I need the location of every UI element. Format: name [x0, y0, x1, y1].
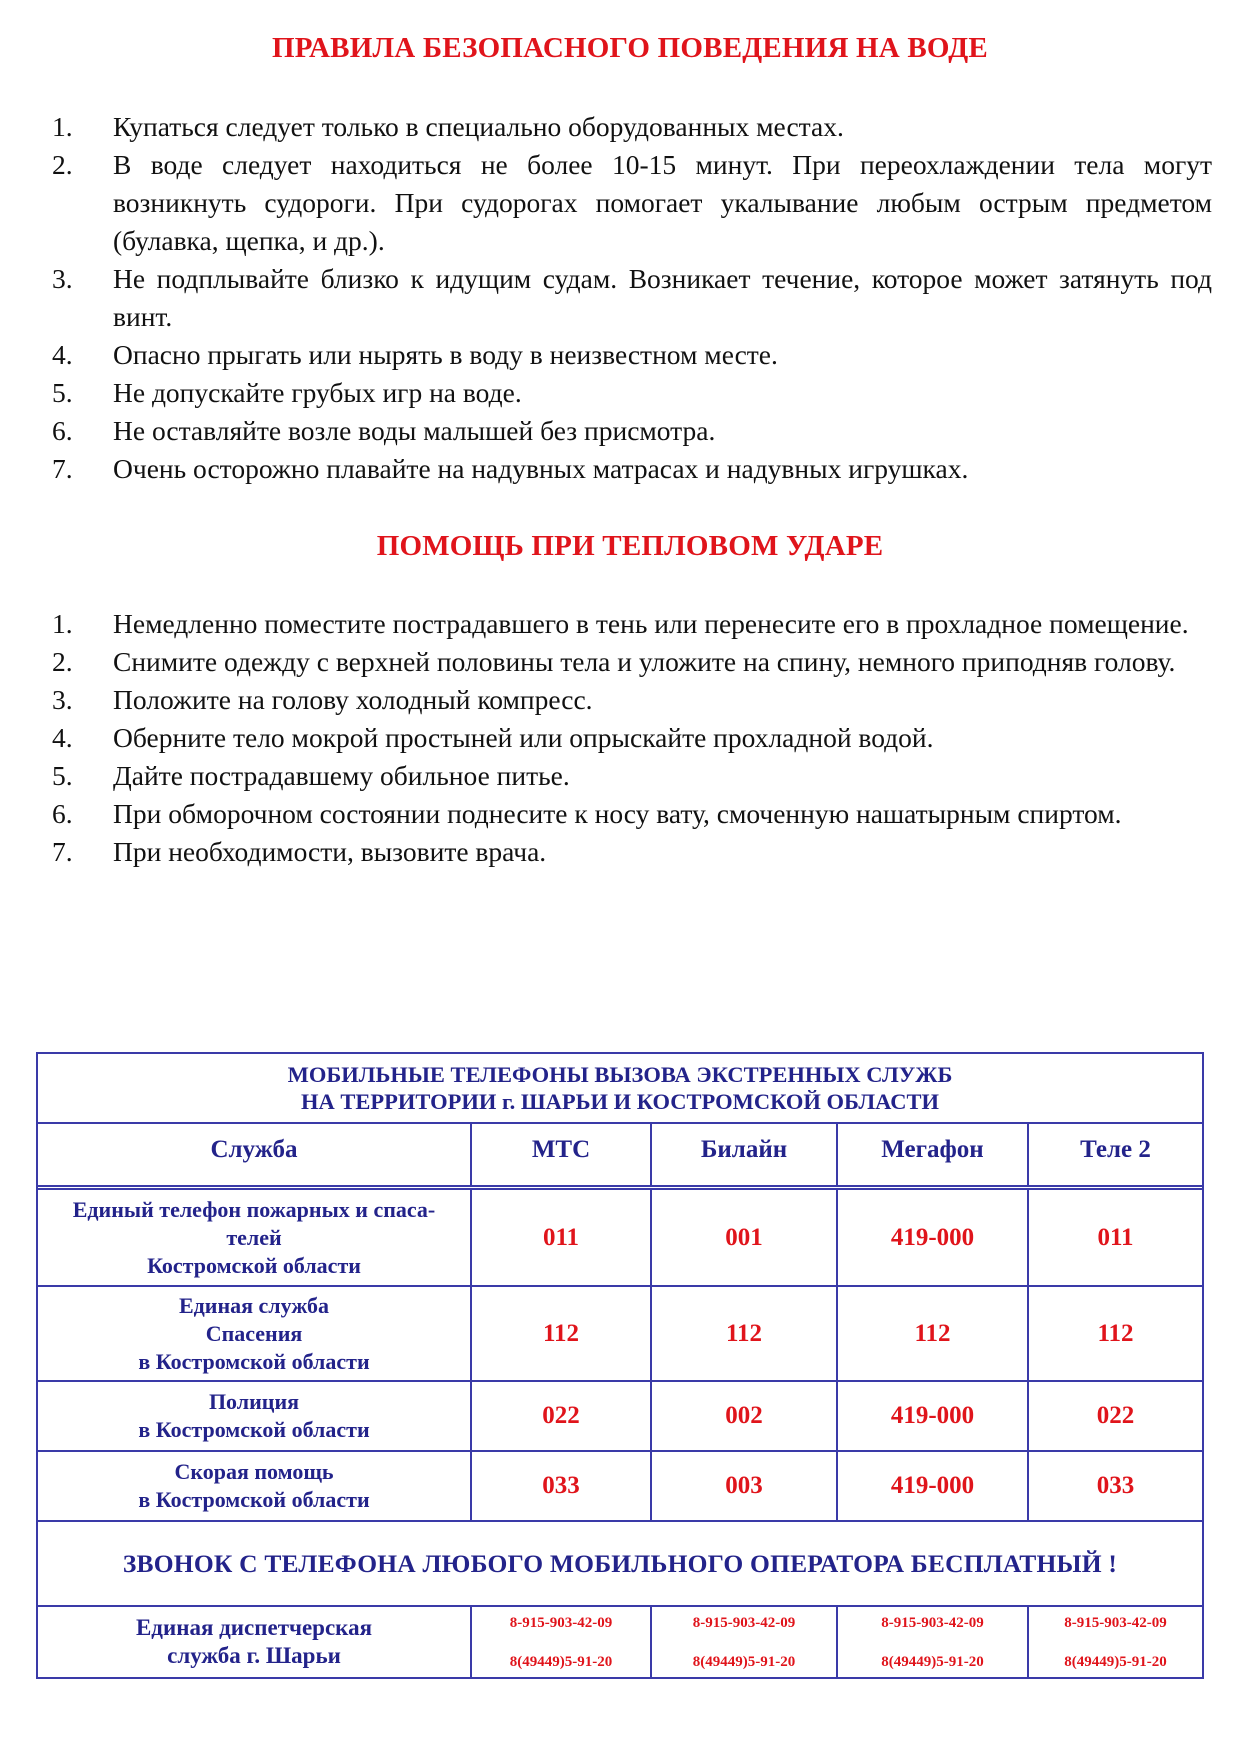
table-row — [38, 1287, 1202, 1382]
service-name — [38, 1287, 472, 1380]
item-text: Очень осторожно плавайте на надувных матрасах и надувных игрушках. — [113, 453, 969, 484]
item-number: 2. — [52, 149, 73, 180]
item-number: 3. — [52, 684, 73, 715]
item-text: Положите на голову холодный компресс. — [113, 684, 593, 715]
beeline-number: 001 — [652, 1190, 838, 1285]
heatstroke-list — [52, 605, 1212, 871]
item-text: Купаться следует только в специально оборудованных местах. — [113, 111, 844, 142]
list-item — [52, 450, 1212, 488]
tele2-number: 022 — [1096, 1402, 1135, 1429]
beeline-number: 002 — [652, 1382, 838, 1450]
item-text: Дайте пострадавшему обильное питье. — [113, 760, 570, 791]
item-text: Немедленно поместите пострадавшего в тень или перенесите его в прохладное помещение. — [113, 608, 1189, 639]
item-number: 6. — [52, 415, 73, 446]
item-number: 2. — [52, 646, 73, 677]
service-line: Костромской области — [147, 1252, 361, 1278]
service-line: служба г. Шарьи — [167, 1643, 341, 1668]
tele2-phones — [1029, 1607, 1202, 1677]
item-number: 7. — [52, 453, 73, 484]
mts-number: 033 — [472, 1452, 652, 1520]
service-name — [38, 1607, 472, 1677]
service-line: телей — [226, 1224, 282, 1250]
free-call-notice: ЗВОНОК С ТЕЛЕФОНА ЛЮБОГО МОБИЛЬНОГО ОПЕРАТОРА БЕСПЛАТНЫЙ ! — [38, 1522, 1202, 1607]
item-text: Снимите одежду с верхней половины тела и уложите на спину, немного приподняв голову. — [113, 646, 1176, 677]
emergency-phones-table — [36, 1052, 1204, 1679]
item-number: 1. — [52, 608, 73, 639]
phone-landline: 8(49449)5-91-20 — [692, 1654, 796, 1670]
list-item — [52, 757, 1212, 795]
table-header-row — [38, 1124, 1202, 1190]
item-text: В воде следует находиться не более 10-15 минут. При переохлаждении тела могут возникнуть судороги. При судорогах помогает укалывание любым острым предметом (булавка, щепка, и др.). — [113, 149, 1212, 256]
item-text: Оберните тело мокрой простыней или опрыскайте прохладной водой. — [113, 722, 934, 753]
phone-mobile: 8-915-903-42-09 — [881, 1615, 984, 1631]
tele2-number: 112 — [1097, 1319, 1134, 1347]
phone-mobile: 8-915-903-42-09 — [509, 1615, 613, 1631]
table-row — [38, 1452, 1202, 1522]
list-item — [52, 260, 1212, 336]
beeline-phones — [652, 1607, 838, 1677]
service-line: Скорая помощь — [174, 1459, 334, 1484]
table-title — [38, 1054, 1202, 1124]
phone-landline: 8(49449)5-91-20 — [1064, 1654, 1167, 1670]
megafon-number: 419-000 — [838, 1190, 1029, 1285]
item-text: Не оставляйте возле воды малышей без присмотра. — [113, 415, 716, 446]
phone-mobile: 8-915-903-42-09 — [1064, 1615, 1167, 1631]
beeline-number: 003 — [652, 1452, 838, 1520]
item-text: Опасно прыгать или нырять в воду в неизвестном месте. — [113, 339, 778, 370]
service-name — [38, 1382, 472, 1450]
item-number: 5. — [52, 377, 73, 408]
heatstroke-title: ПОМОЩЬ ПРИ ТЕПЛОВОМ УДАРЕ — [376, 530, 884, 562]
item-text: Не подплывайте близко к идущим судам. Возникает течение, которое может затянуть под винт. — [113, 263, 1212, 332]
list-item — [52, 681, 1212, 719]
item-text: При обморочном состоянии поднесите к носу вату, смоченную нашатырным спиртом. — [113, 798, 1122, 829]
list-item — [52, 605, 1212, 643]
megafon-number: 112 — [838, 1287, 1029, 1380]
beeline-number: 112 — [652, 1287, 838, 1380]
service-line: Единая служба — [178, 1292, 330, 1318]
table-row — [38, 1190, 1202, 1287]
item-number: 3. — [52, 263, 73, 294]
header-mts: МТС — [472, 1124, 652, 1185]
item-number: 1. — [52, 111, 73, 142]
phone-landline: 8(49449)5-91-20 — [509, 1654, 613, 1670]
list-item — [52, 374, 1212, 412]
mts-phones — [472, 1607, 652, 1677]
header-tele2: Теле 2 — [1080, 1136, 1151, 1163]
item-number: 6. — [52, 798, 73, 829]
table-row — [38, 1382, 1202, 1452]
header-megafon: Мегафон — [838, 1124, 1029, 1185]
list-item — [52, 795, 1212, 833]
header-beeline: Билайн — [652, 1124, 838, 1185]
header-service: Служба — [38, 1124, 472, 1185]
tele2-number: 011 — [1097, 1223, 1134, 1251]
item-number: 4. — [52, 722, 73, 753]
megafon-number: 419-000 — [838, 1452, 1029, 1520]
service-name — [38, 1452, 472, 1520]
service-line: в Костромской области — [138, 1417, 370, 1442]
service-line: Спасения — [205, 1320, 303, 1346]
list-item — [52, 719, 1212, 757]
list-item — [52, 833, 1212, 871]
phone-mobile: 8-915-903-42-09 — [692, 1615, 796, 1631]
megafon-phones — [838, 1607, 1029, 1677]
item-number: 5. — [52, 760, 73, 791]
service-line: в Костромской области — [138, 1487, 370, 1512]
service-line: в Костромской области — [138, 1348, 370, 1374]
item-number: 4. — [52, 339, 73, 370]
table-title-line: МОБИЛЬНЫЕ ТЕЛЕФОНЫ ВЫЗОВА ЭКСТРЕННЫХ СЛУЖБ — [287, 1062, 953, 1087]
table-title-line: НА ТЕРРИТОРИИ г. ШАРЬИ И КОСТРОМСКОЙ ОБЛАСТИ — [301, 1089, 939, 1114]
phone-landline: 8(49449)5-91-20 — [881, 1654, 984, 1670]
list-item — [52, 643, 1212, 681]
service-line: Полиция — [208, 1389, 300, 1414]
tele2-number: 033 — [1096, 1472, 1135, 1499]
item-number: 7. — [52, 836, 73, 867]
list-item — [52, 108, 1212, 146]
list-item — [52, 336, 1212, 374]
list-item — [52, 412, 1212, 450]
item-text: Не допускайте грубых игр на воде. — [113, 377, 522, 408]
service-line: Единый телефон пожарных и спаса- — [72, 1196, 436, 1222]
megafon-number: 419-000 — [838, 1382, 1029, 1450]
mts-number: 022 — [472, 1382, 652, 1450]
water-safety-list — [52, 108, 1212, 488]
service-line: Единая диспетчерская — [135, 1615, 373, 1640]
mts-number: 112 — [472, 1287, 652, 1380]
water-safety-title: ПРАВИЛА БЕЗОПАСНОГО ПОВЕДЕНИЯ НА ВОДЕ — [272, 32, 988, 64]
mts-number: 011 — [472, 1190, 652, 1285]
list-item — [52, 146, 1212, 260]
service-name — [38, 1190, 472, 1285]
dispatch-row — [38, 1607, 1202, 1677]
item-text: При необходимости, вызовите врача. — [113, 836, 547, 867]
